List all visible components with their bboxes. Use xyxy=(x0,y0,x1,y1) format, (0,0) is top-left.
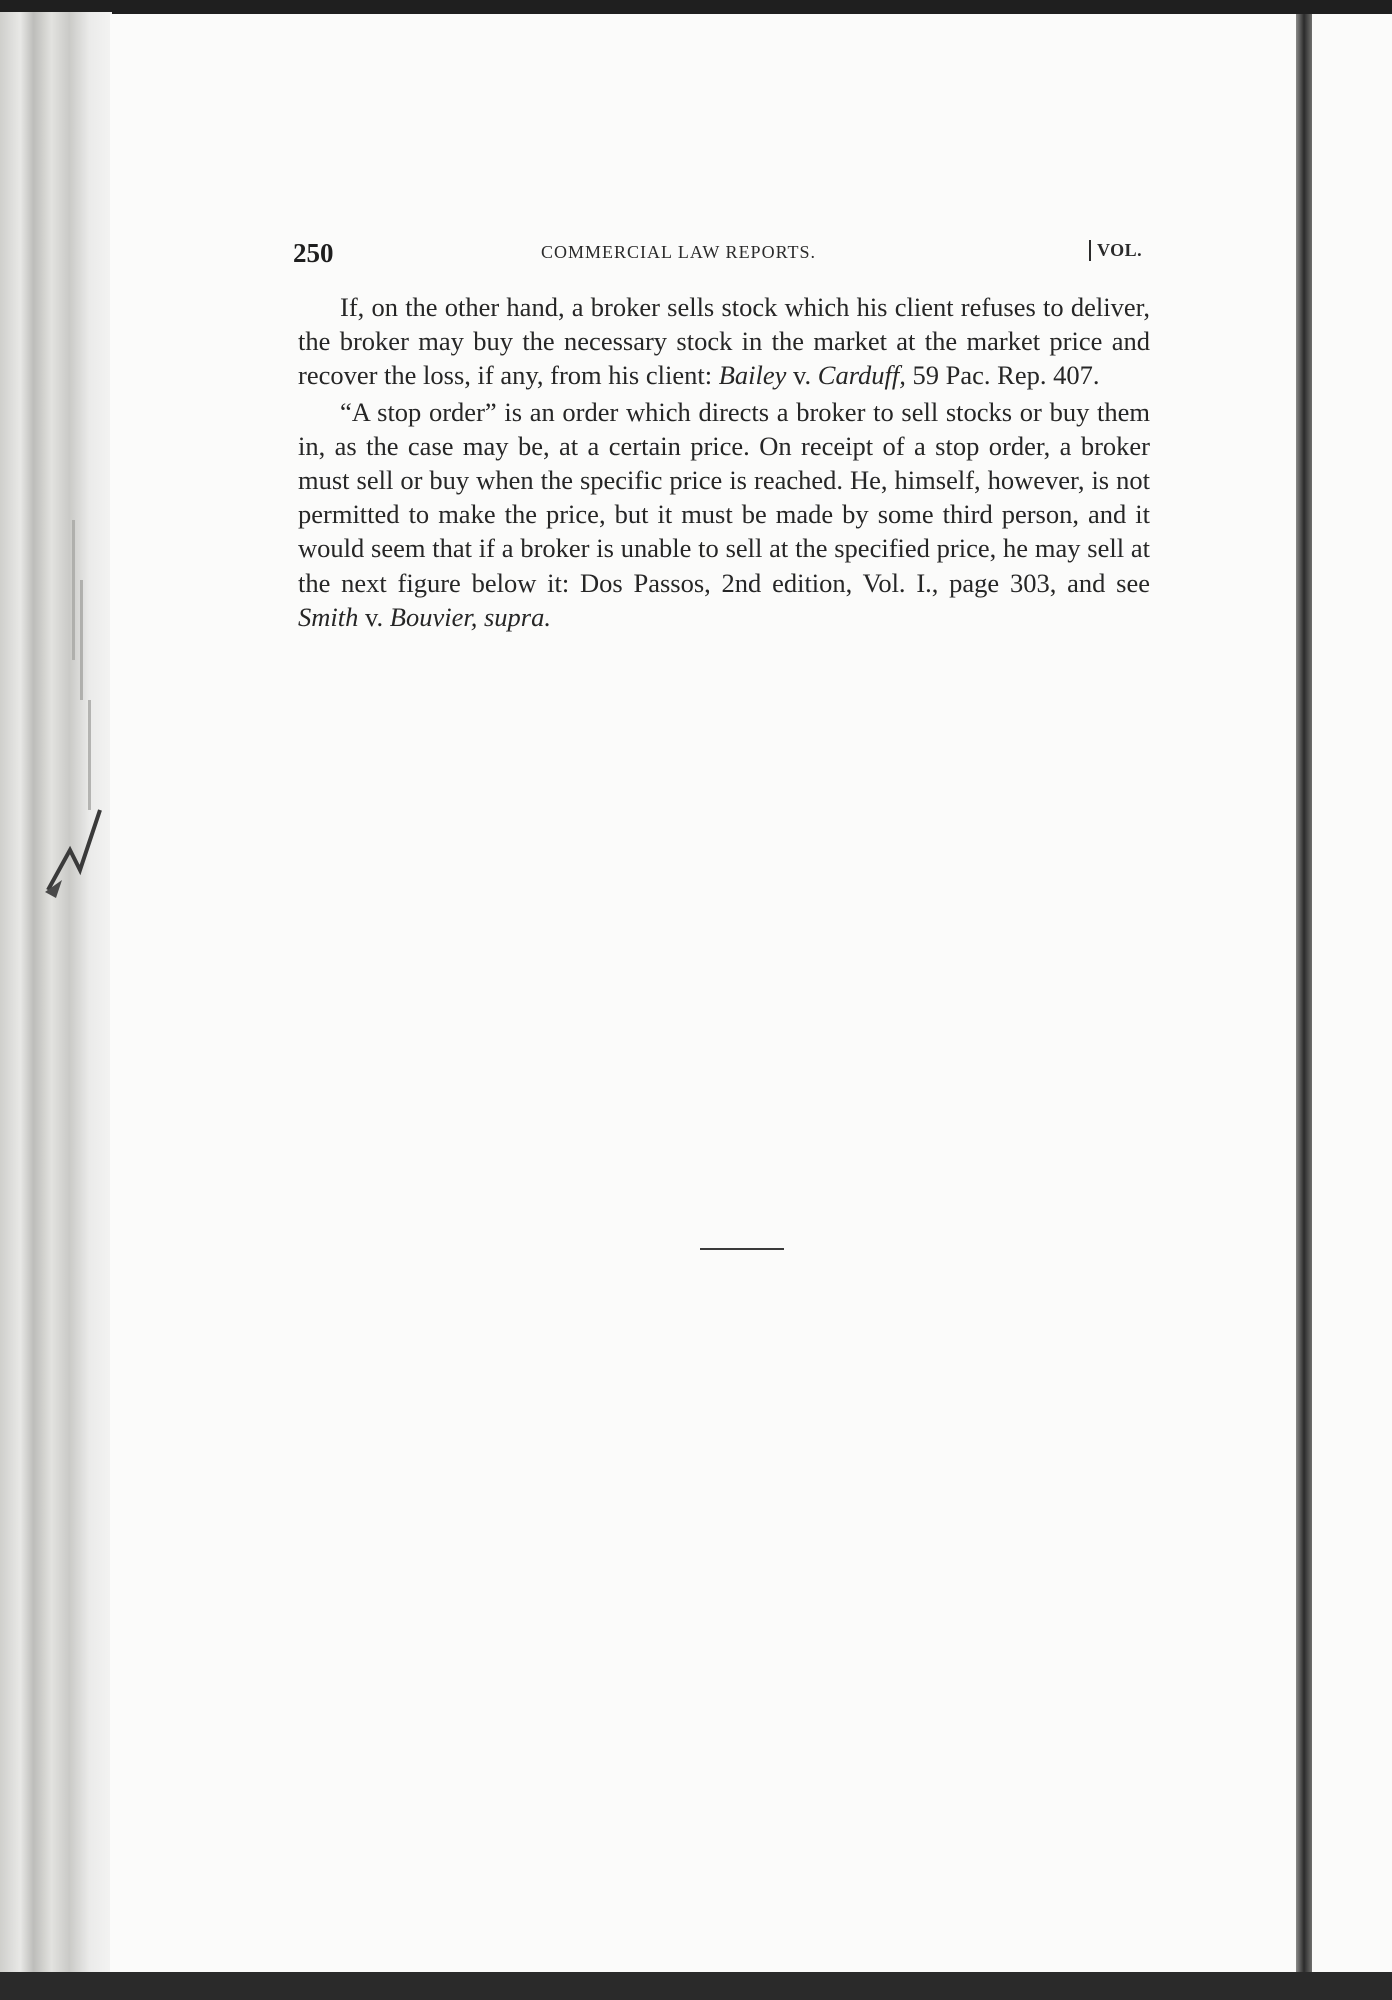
facing-page-edge xyxy=(1312,14,1392,1972)
running-title: COMMERCIAL LAW REPORTS. xyxy=(541,242,816,262)
versus-text: v. xyxy=(358,601,390,632)
page-number: 250 xyxy=(293,238,334,268)
paragraph xyxy=(298,290,1150,393)
paragraph-text: If, on the other hand, a broker sells stock which his client refuses to deliver, the broker may buy the necessary stock in the market at the market price and recover the loss, if any, from his client: xyxy=(298,292,1150,391)
case-name: Bouvier, supra. xyxy=(389,601,551,632)
citation-text: 59 Pac. Rep. 407. xyxy=(905,360,1100,391)
case-name: Carduff, xyxy=(817,360,906,391)
book-gutter xyxy=(1296,14,1312,1972)
edge-stamp-marks xyxy=(40,520,110,900)
section-end-rule xyxy=(700,1248,784,1250)
paragraph-text: “A stop order” is an order which directs a broker to sell stocks or buy them in, as the case may be, at a certain price. On receipt of a stop order, a broker must sell or buy when the specific price is reached. He, himself, however, is not permitted to make the price, but it must be made by some third person, and it would seem that if a broker is unable to sell at the specified price, he may sell at the next figure below it: Dos Passos, 2nd edition, Vol. I., page 303, and see xyxy=(298,396,1150,598)
running-header xyxy=(293,234,1153,274)
body-text xyxy=(298,290,1150,636)
paragraph xyxy=(298,395,1150,634)
case-name: Smith xyxy=(298,601,359,632)
case-name: Bailey xyxy=(718,360,787,391)
versus-text: v. xyxy=(786,360,818,391)
scan-top-border xyxy=(0,0,1392,14)
scan-bottom-border xyxy=(0,1972,1392,2000)
book-page-edges xyxy=(0,12,112,1974)
volume-label: VOL. xyxy=(1089,240,1142,261)
